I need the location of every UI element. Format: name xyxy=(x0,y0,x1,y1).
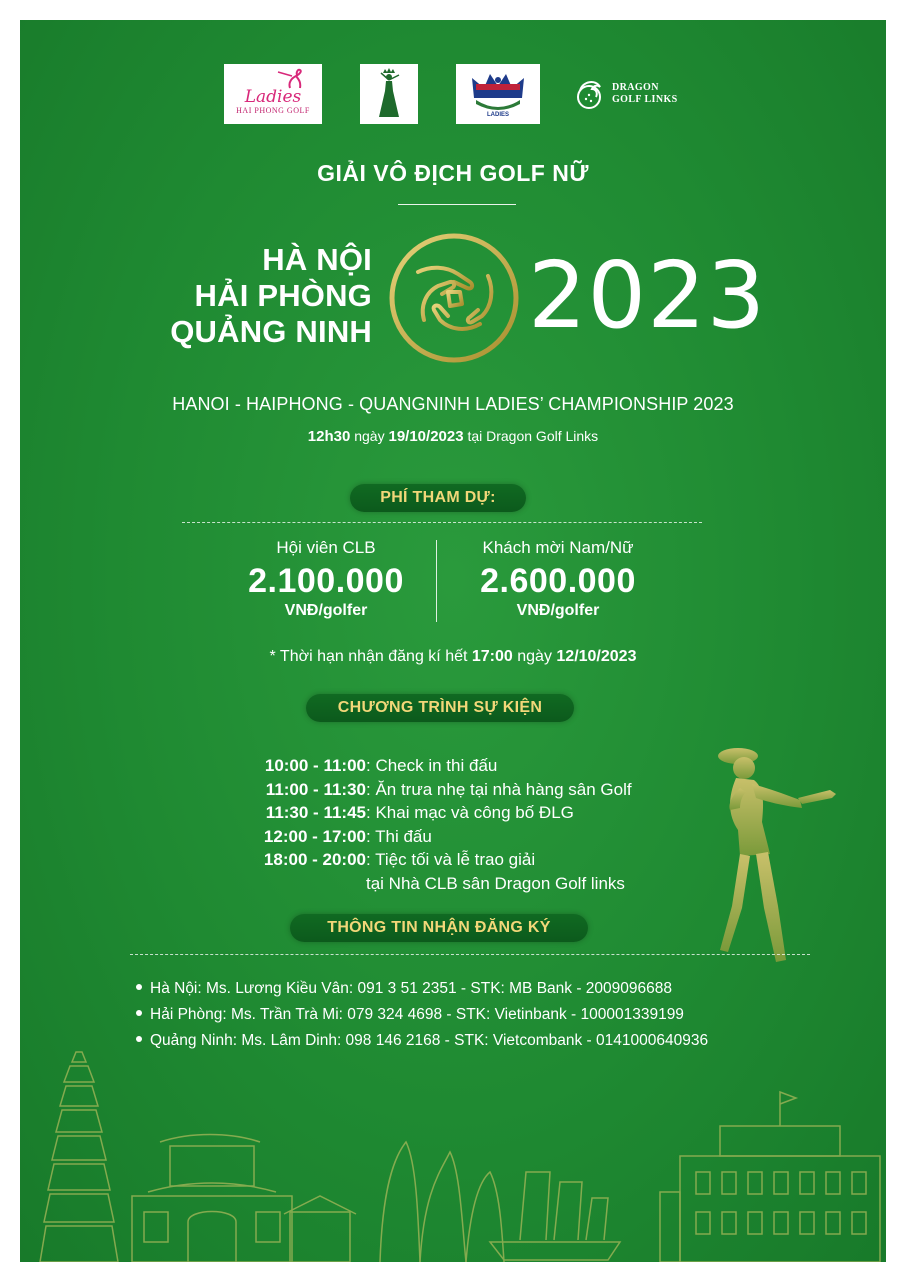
dragon-logo-line2: GOLF LINKS xyxy=(612,94,678,105)
schedule-activity: : Tiệc tối và lễ trao giải xyxy=(366,850,536,869)
kicker-divider xyxy=(398,204,516,205)
schedule-time: 10:00 - 11:00 xyxy=(264,756,366,775)
dragon-logo-text xyxy=(612,82,678,106)
dragon-logo-icon xyxy=(572,77,606,111)
bullet-icon xyxy=(136,984,142,990)
golfer-silhouette-icon xyxy=(680,738,840,968)
event-day-word: ngày xyxy=(350,428,389,444)
schedule-activity: : Khai mạc và công bố ĐLG xyxy=(366,803,574,822)
deadline-date: 12/10/2023 xyxy=(556,648,637,665)
deadline-prefix: * Thời hạn nhận đăng kí hết xyxy=(269,648,472,665)
registration-dashed-divider xyxy=(130,954,810,955)
schedule-row xyxy=(220,778,720,802)
event-schedule xyxy=(220,754,720,895)
event-date: 19/10/2023 xyxy=(388,428,464,445)
schedule-row xyxy=(220,825,720,849)
schedule-activity: : Check in thi đấu xyxy=(366,756,498,775)
schedule-continuation: tại Nhà CLB sân Dragon Golf links xyxy=(366,873,625,893)
city-names xyxy=(120,242,372,350)
city-skyline-icon xyxy=(20,1022,886,1262)
schedule-row xyxy=(220,801,720,825)
member-fee xyxy=(216,538,436,620)
fee-column-divider xyxy=(436,540,437,622)
member-fee-amount: 2.100.000 xyxy=(248,562,404,600)
ladies-golf-logo-icon xyxy=(270,68,310,90)
guest-fee-unit: VNĐ/golfer xyxy=(516,602,600,619)
schedule-time: 11:30 - 11:45 xyxy=(265,803,366,822)
contact-text: Hà Nội: Ms. Lương Kiều Vân: 091 3 51 2351 - STK: MB Bank - 2009096688 xyxy=(150,980,673,997)
dancer-logo-icon xyxy=(369,67,409,121)
deadline-mid: ngày xyxy=(512,648,557,665)
event-time: 12h30 xyxy=(307,428,351,445)
program-section-title: CHƯƠNG TRÌNH SỰ KIỆN xyxy=(306,694,574,722)
dragon-logo-line1: DRAGON xyxy=(612,82,659,93)
schedule-activity: : Thi đấu xyxy=(366,826,432,846)
sponsor-logos xyxy=(20,64,886,124)
schedule-time: 12:00 - 17:00 xyxy=(263,826,366,846)
dancer-logo xyxy=(360,64,418,124)
ladies-logo-sub: HAI PHONG GOLF xyxy=(236,105,310,115)
tournament-kicker: GIẢI VÔ ĐỊCH GOLF NỮ xyxy=(317,160,589,186)
ladies-logo-script: Ladies xyxy=(244,86,302,107)
schedule-row xyxy=(220,754,720,778)
contact-text: Hải Phòng: Ms. Trần Trà Mi: 079 324 4698 - STK: Vietinbank - 100001339199 xyxy=(150,1006,684,1023)
schedule-time: 11:00 - 11:30 xyxy=(265,779,366,799)
city-hanoi: HÀ NỘI xyxy=(262,242,372,277)
contact-text: Quảng Ninh: Ms. Lâm Dinh: 098 146 2168 - STK: Vietcombank - 0141000640936 xyxy=(150,1032,709,1049)
english-title: HANOI - HAIPHONG - QUANGNINH LADIES’ CHAMPIONSHIP 2023 xyxy=(172,394,734,414)
ladies-golf-logo xyxy=(224,64,322,124)
crown-logo-text: LADIES xyxy=(486,112,509,118)
dragon-golf-links-logo xyxy=(572,74,692,114)
event-venue: tại Dragon Golf Links xyxy=(463,428,599,444)
registration-deadline xyxy=(20,648,886,666)
event-year: 2023 xyxy=(528,242,767,349)
crown-logo-icon xyxy=(468,70,528,112)
bullet-icon xyxy=(136,1010,142,1016)
joined-hands-icon xyxy=(388,232,520,364)
crown-logo xyxy=(456,64,540,124)
guest-fee-label: Khách mời Nam/Nữ xyxy=(482,538,634,557)
guest-fee-amount: 2.600.000 xyxy=(480,562,636,600)
schedule-time: 18:00 - 20:00 xyxy=(263,850,366,869)
registration-section-title: THÔNG TIN NHẬN ĐĂNG KÝ xyxy=(290,914,588,942)
contact-row xyxy=(136,976,836,1002)
deadline-time: 17:00 xyxy=(471,648,513,665)
guest-fee xyxy=(448,538,668,620)
member-fee-unit: VNĐ/golfer xyxy=(284,602,368,619)
member-fee-label: Hội viên CLB xyxy=(276,538,376,557)
schedule-row xyxy=(220,848,720,872)
poster xyxy=(20,20,886,1262)
city-haiphong: HẢI PHÒNG xyxy=(194,278,372,313)
event-datetime xyxy=(20,428,886,445)
schedule-activity: : Ăn trưa nhẹ tại nhà hàng sân Golf xyxy=(366,779,632,799)
city-quangninh: QUẢNG NINH xyxy=(170,314,372,349)
fee-section-title: PHÍ THAM DỰ: xyxy=(350,484,526,512)
fee-dashed-divider xyxy=(182,522,702,523)
